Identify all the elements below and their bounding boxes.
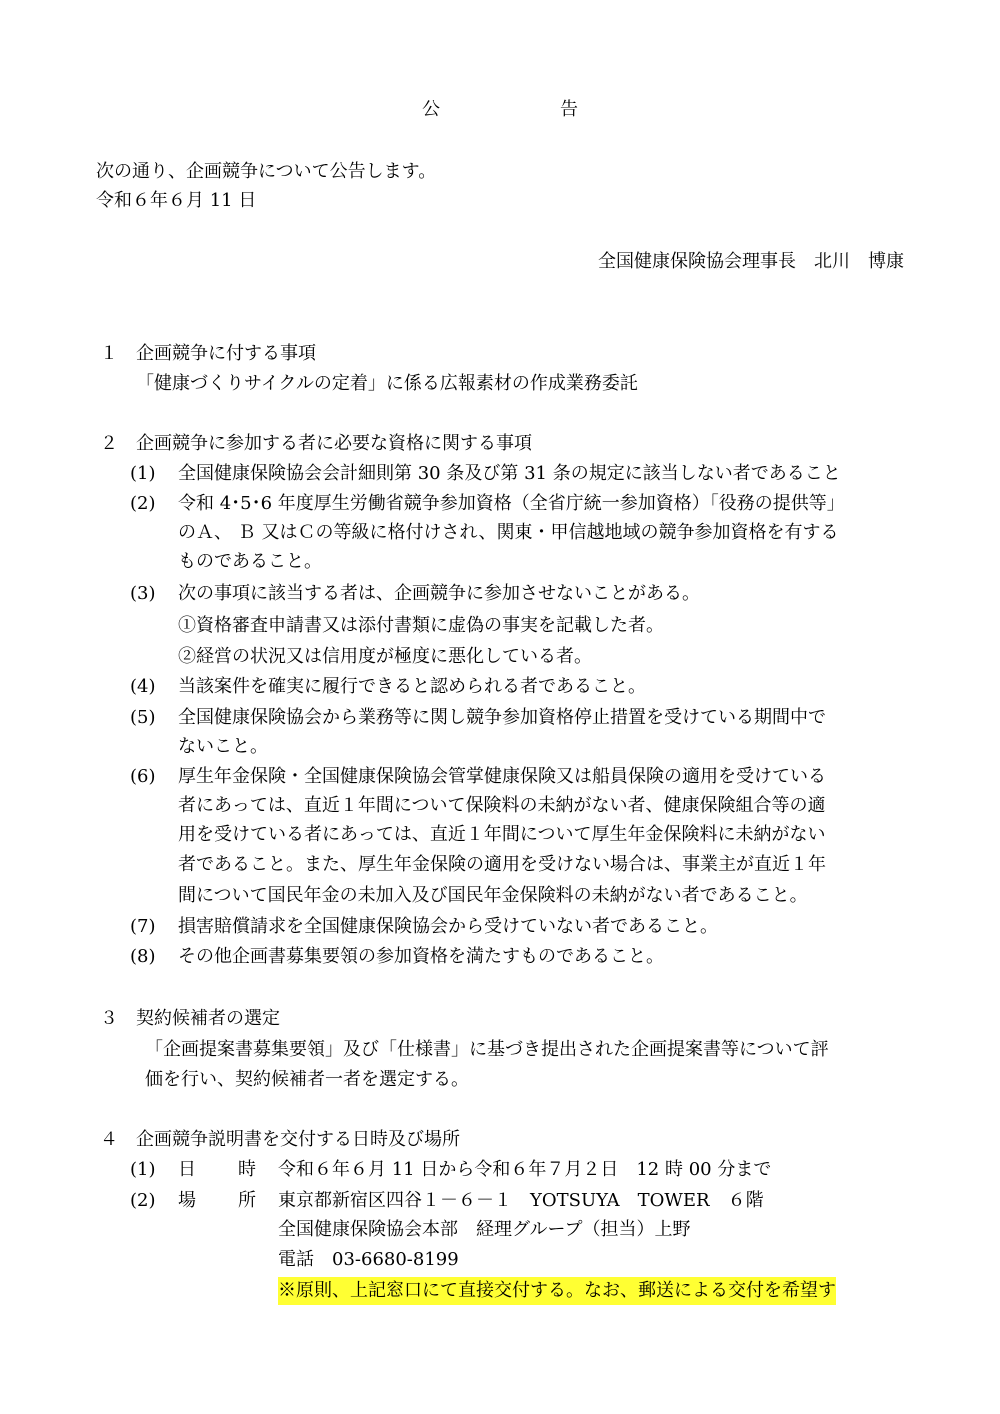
s4-item-2-highlight-note: ※原則、上記窓口にて直接交付する。なお、郵送による交付を希望す	[278, 1277, 836, 1305]
s2-item-3-line-3: ②経営の状況又は信用度が極度に悪化している者。	[178, 646, 592, 667]
section-2-number: ２	[100, 433, 118, 454]
section-2-heading: 企画競争に参加する者に必要な資格に関する事項	[136, 433, 532, 454]
notice-date: 令和６年６月 11 日	[96, 190, 257, 211]
s2-item-3-number: (3)	[130, 583, 156, 604]
s2-item-5-line-2: ないこと。	[178, 736, 268, 757]
section-3-heading: 契約候補者の選定	[136, 1008, 280, 1029]
s2-item-5-line-1: 全国健康保険協会から業務等に関し競争参加資格停止措置を受けている期間中で	[178, 707, 826, 728]
s4-item-2-line-2: 全国健康保険協会本部 経理グループ（担当）上野	[278, 1219, 691, 1240]
s4-item-1-text: 令和６年６月 11 日から令和６年７月２日 12 時 00 分まで	[278, 1159, 772, 1180]
section-3-line-1: 「企画提案書募集要領」及び「仕様書」に基づき提出された企画提案書等について評	[145, 1039, 829, 1060]
s2-item-5-number: (5)	[130, 707, 156, 728]
s2-item-6-line-2: 者にあっては、直近１年間について保険料の未納がない者、健康保険組合等の適	[178, 795, 826, 816]
s2-item-4-line-1: 当該案件を確実に履行できると認められる者であること。	[178, 676, 646, 697]
s2-item-3-line-1: 次の事項に該当する者は、企画競争に参加させないことがある。	[178, 583, 700, 604]
s4-item-2-line-3: 電話 03-6680-8199	[278, 1249, 459, 1270]
section-3-line-2: 価を行い、契約候補者一者を選定する。	[145, 1069, 469, 1090]
s2-item-2-line-2: のＡ、 Ｂ 又はＣの等級に格付けされ、関東・甲信越地域の競争参加資格を有する	[178, 522, 839, 543]
s2-item-6-line-3: 用を受けている者にあっては、直近１年間について厚生年金保険料に未納がない	[178, 824, 826, 845]
page-title	[0, 96, 1000, 124]
section-1-number: １	[100, 343, 118, 364]
intro-text: 次の通り、企画競争について公告します。	[96, 161, 437, 182]
s4-item-2-label-2: 所	[238, 1190, 256, 1211]
s2-item-3-line-2: ①資格審査申請書又は添付書類に虚偽の事実を記載した者。	[178, 615, 664, 636]
s2-item-7-line-1: 損害賠償請求を全国健康保険協会から受けていない者であること。	[178, 916, 718, 937]
s2-item-1-number: (1)	[130, 463, 156, 484]
s2-item-6-line-5: 間について国民年金の未加入及び国民年金保険料の未納がない者であること。	[178, 885, 808, 906]
s2-item-2-line-1: 令和 4･5･6 年度厚生労働省競争参加資格（全省庁統一参加資格）「役務の提供等」	[178, 493, 845, 514]
s2-item-4-number: (4)	[130, 676, 156, 697]
s2-item-7-number: (7)	[130, 916, 156, 937]
s2-item-2-number: (2)	[130, 493, 156, 514]
section-4-heading: 企画競争説明書を交付する日時及び場所	[136, 1129, 460, 1150]
s2-item-6-number: (6)	[130, 766, 156, 787]
s2-item-6-line-4: 者であること。また、厚生年金保険の適用を受けない場合は、事業主が直近１年	[178, 854, 826, 875]
s4-item-1-label-2: 時	[238, 1159, 256, 1180]
section-1-heading: 企画競争に付する事項	[136, 343, 316, 364]
s2-item-8-number: (8)	[130, 946, 156, 967]
issuer: 全国健康保険協会理事長 北川 博康	[598, 251, 904, 272]
title-char-2: 告	[560, 99, 578, 120]
section-4-number: ４	[100, 1129, 118, 1150]
s2-item-1-line-1: 全国健康保険協会会計細則第 30 条及び第 31 条の規定に該当しない者であること	[178, 463, 841, 484]
s2-item-8-line-1: その他企画書募集要領の参加資格を満たすものであること。	[178, 946, 664, 967]
title-char-1: 公	[422, 99, 440, 120]
s4-item-2-line-1: 東京都新宿区四谷１－６－１ YOTSUYA TOWER ６階	[278, 1190, 764, 1211]
s4-item-2-number: (2)	[130, 1190, 156, 1211]
s2-item-2-line-3: ものであること。	[178, 551, 322, 572]
section-1-body: 「健康づくりサイクルの定着」に係る広報素材の作成業務委託	[136, 373, 638, 394]
s4-item-1-number: (1)	[130, 1159, 156, 1180]
s2-item-6-line-1: 厚生年金保険・全国健康保険協会管掌健康保険又は船員保険の適用を受けている	[178, 766, 826, 787]
section-3-number: ３	[100, 1008, 118, 1029]
s4-item-1-label-1: 日	[178, 1159, 196, 1180]
s4-item-2-label-1: 場	[178, 1190, 196, 1211]
